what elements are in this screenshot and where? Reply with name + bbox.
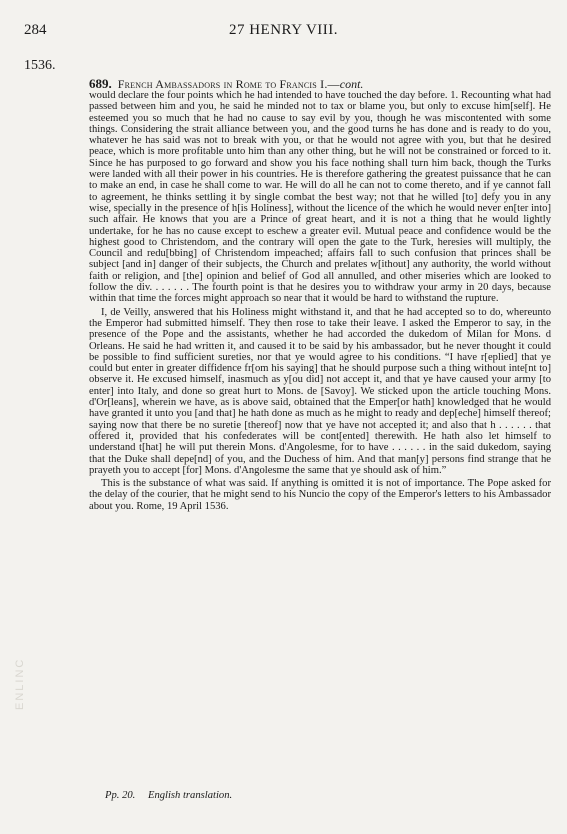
page-count: Pp. 20.: [105, 790, 136, 801]
running-head: [24, 22, 543, 42]
body-text: [89, 90, 551, 512]
entry-number: 689.: [89, 76, 112, 91]
entry-continued: cont.: [339, 77, 364, 91]
paragraph: I, de Veilly, answered that his Holiness might withstand it, and that he had accepted so to do, whereunto the Emperor had submitted himself. They then rose to take their leave. I asked the Emperor to say, in the presence of the Pope and the assistants, whether he had accorded the dukedom of Milan for Mons. d Orleans. He said he had written it, and caused it to be said by his ambassador, but he never thought it could be possible to find sufficient sureties, nor that ye would agree to his conditions. “I have r[eplied] that ye could but enter in greater diffidence fr[om his saying] that he should purpose such a thing without inte[nt to] observe it. He excused himself, inasmuch as y[ou did] not accept it, and that ye have caused your army [to enter] into Italy, and done so great hurt to Mons. de [Savoy]. We sticked upon the article touching Mons. d'Or[leans], wherein we have, as is above said, obtained that the Emper[or hath] knowledged that he would have granted it unto you [and that] he hath done as much as he might to ready and dep[eche] himself thereof; saying now that there be no suretie [thereof] now that ye have not accepted it; and also that h . . . . . . that offered it, provided that his confederates will be cont[ented] therewith. He hath also let himself to understand t[hat] he will put therein Mons. d'Angolesme, for to have . . . . . . in the said dukedom, saying that the Duke shall depe[nd] of you, and the Duchess of him. And that man[y] persons find strange that he prayeth you to accept [for] Mons. d'Angolesme the same that ye should ask of him.”: [89, 306, 551, 476]
page-number: 284: [24, 22, 47, 38]
running-title: 27 HENRY VIII.: [228, 22, 339, 38]
entry-title: French Ambassadors in Rome to Francis I.—: [117, 77, 340, 91]
paragraph: would declare the four points which he had intended to have touched the day before. 1. Recounting what had passed between him and you, he said he minded not to tax or blame you, but only to excuse him[self]. He esteemed you so much that he had no cause to say evil by you, though he was miscontented with some things. Considering the strait alliance between you, and the good turns he has done and is ready to do you, whatever he has said was not to break with you, or that he would not agree with you, but that he desired peace, which is more profitable unto him than any other thing, but he will not be constrained or forced to it. Since he has purposed to go forward and show you his face nothing shall turn him back, though the Turks were landed with all their power in his countries. He is therefore gathering the greatest puissance that he can to make an end, in case he shall come to war. He will do all he can not to come thereto, and if ye cannot fall to agreement, he thinks settling it by single combat the best way; not that he willed [to] defy you in any wise, specially in the presence of h[is Holiness], without the licence of the which he would never en[ter into] such affair. He knows that you are a Prince of great heart, and it is not a thing that he would lightly undertake, for he has no cause except to eschew a greater evil. Mutual peace and confidence would be the highest good to Christendom, and the contrary will open the gate to the Turk, heresies will multiply, the Council and redu[bbing] of Christendom impeached; affairs fall to such confusion that princes shall be subject [and in] danger of their subjects, the Church and prelates w[ithout] any authority, the world without faith or religion, and [the] opinion and belief of God all annulled, and other miseries which are looked to follow the div. . . . . . . The fourth point is that he desires you to withdraw your army in 20 days, because within that time the forces might approach so near that it would be hard to withstand the rupture.: [89, 90, 551, 305]
document-footer: [105, 790, 232, 801]
watermark: ENLINC: [14, 657, 26, 710]
translation-note: English translation.: [147, 790, 233, 801]
paragraph: This is the substance of what was said. If anything is omitted it is not of importance. The Pope asked for the delay of the courier, that he might send to his Nuncio the copy of the Emperor's letters to his Ambassador about you. Rome, 19 April 1536.: [89, 478, 551, 512]
margin-year: 1536.: [24, 58, 56, 73]
